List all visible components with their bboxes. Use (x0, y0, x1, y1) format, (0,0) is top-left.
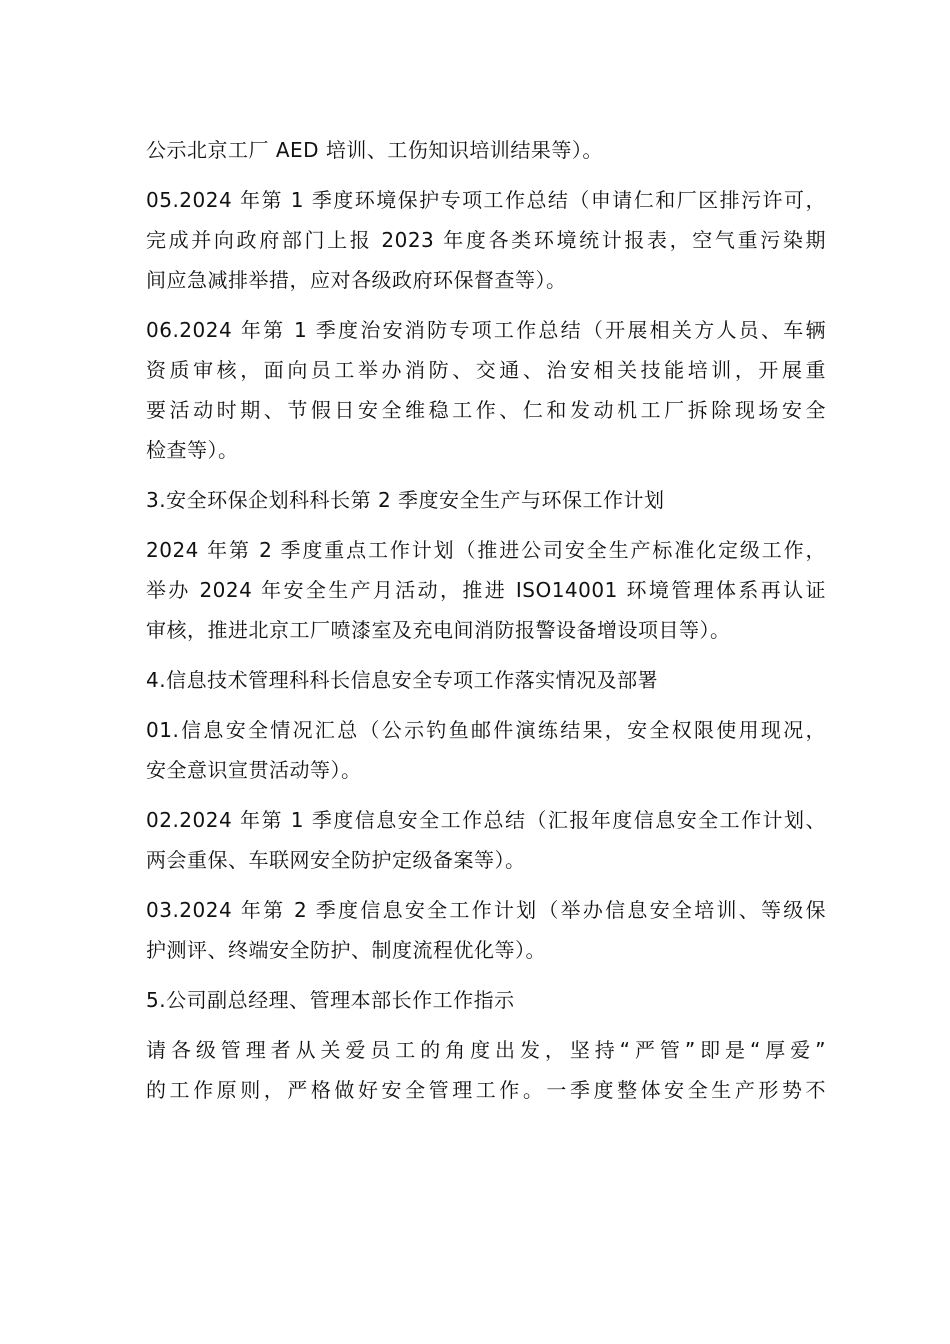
paragraph-management-instructions (146, 1030, 826, 1110)
paragraph-info-security-q1 (146, 800, 826, 880)
paragraph-info-security-q2 (146, 890, 826, 970)
section-heading-3 (146, 480, 826, 520)
text-line: 的工作原则，严格做好安全管理工作。一季度整体安全生产形势不 (146, 1078, 826, 1102)
text-line: 护测评、终端安全防护、制度流程优化等）。 (146, 938, 546, 962)
text-line: 两会重保、车联网安全防护定级备案等）。 (146, 848, 526, 872)
text-line: 05.2024 年第 1 季度环境保护专项工作总结（申请仁和厂区排污许可， (146, 188, 826, 212)
text-line: 检查等）。 (146, 438, 239, 462)
section-heading: 3.安全环保企划科科长第 2 季度安全生产与环保工作计划 (146, 488, 665, 512)
text-line: 安全意识宣贯活动等）。 (146, 758, 362, 782)
text-line: 举办 2024 年安全生产月活动，推进 ISO14001 环境管理体系再认证 (146, 578, 826, 602)
text-line: 审核，推进北京工厂喷漆室及充电间消防报警设备增设项目等）。 (146, 618, 731, 642)
text-line: 02.2024 年第 1 季度信息安全工作总结（汇报年度信息安全工作计划、 (146, 808, 826, 832)
text-line: 2024 年第 2 季度重点工作计划（推进公司安全生产标准化定级工作， (146, 538, 826, 562)
section-heading: 4.信息技术管理科科长信息安全专项工作落实情况及部署 (146, 668, 659, 692)
section-heading-4 (146, 660, 826, 700)
text-line: 公示北京工厂 AED 培训、工伤知识培训结果等）。 (146, 138, 603, 162)
paragraph-info-security-overview (146, 710, 826, 790)
paragraph-training-results (146, 130, 826, 170)
text-line: 资质审核，面向员工举办消防、交通、治安相关技能培训，开展重 (146, 358, 826, 382)
text-line: 01.信息安全情况汇总（公示钓鱼邮件演练结果，安全权限使用现况， (146, 718, 826, 742)
text-line: 06.2024 年第 1 季度治安消防专项工作总结（开展相关方人员、车辆 (146, 318, 826, 342)
text-line: 间应急减排举措，应对各级政府环保督查等）。 (146, 268, 567, 292)
text-line: 03.2024 年第 2 季度信息安全工作计划（举办信息安全培训、等级保 (146, 898, 826, 922)
document-page (146, 130, 826, 1120)
text-line: 请各级管理者从关爱员工的角度出发，坚持“严管”即是“厚爱” (146, 1038, 826, 1062)
text-line: 要活动时期、节假日安全维稳工作、仁和发动机工厂拆除现场安全 (146, 398, 826, 422)
paragraph-security-fire-summary (146, 310, 826, 470)
paragraph-environment-summary (146, 180, 826, 300)
paragraph-q2-plan (146, 530, 826, 650)
section-heading-5 (146, 980, 826, 1020)
text-line: 完成并向政府部门上报 2023 年度各类环境统计报表，空气重污染期 (146, 228, 826, 252)
section-heading: 5.公司副总经理、管理本部长作工作指示 (146, 988, 515, 1012)
